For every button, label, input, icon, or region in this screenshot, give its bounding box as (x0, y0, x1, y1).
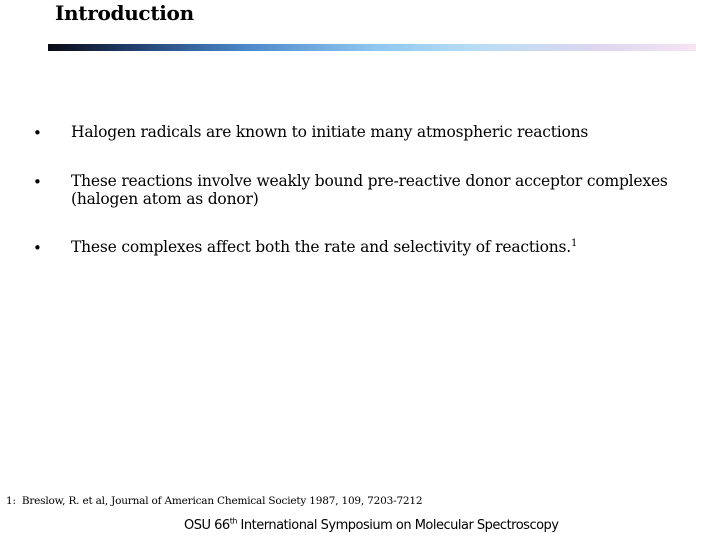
bullet-dot-icon: • (33, 173, 42, 191)
bullet-text (71, 238, 701, 256)
bullet-text (71, 123, 701, 141)
footnote-marker: 1: (6, 495, 16, 507)
slide-footer (184, 518, 559, 533)
slide-title: Introduction (55, 1, 194, 25)
footnote (6, 495, 422, 507)
bullet-text-body: Halogen radicals are known to initiate many atmospheric reactions (71, 123, 589, 141)
footer-suffix: International Symposium on Molecular Spectroscopy (236, 518, 559, 533)
footer-superscript: th (229, 516, 237, 526)
footnote-text: Breslow, R. et al, Journal of American Chemical Society 1987, 109, 7203-7212 (21, 495, 423, 507)
bullet-text-body: These complexes affect both the rate and selectivity of reactions. (71, 238, 572, 256)
citation-superscript: 1 (571, 237, 578, 249)
title-gradient-bar (48, 44, 696, 51)
footer-prefix: OSU 66 (184, 518, 230, 533)
bullet-text-body: These reactions involve weakly bound pre-reactive donor acceptor complexes (halogen atom as donor) (71, 172, 668, 208)
bullet-dot-icon: • (33, 239, 42, 257)
bullet-dot-icon: • (33, 124, 42, 142)
bullet-text (71, 172, 701, 208)
